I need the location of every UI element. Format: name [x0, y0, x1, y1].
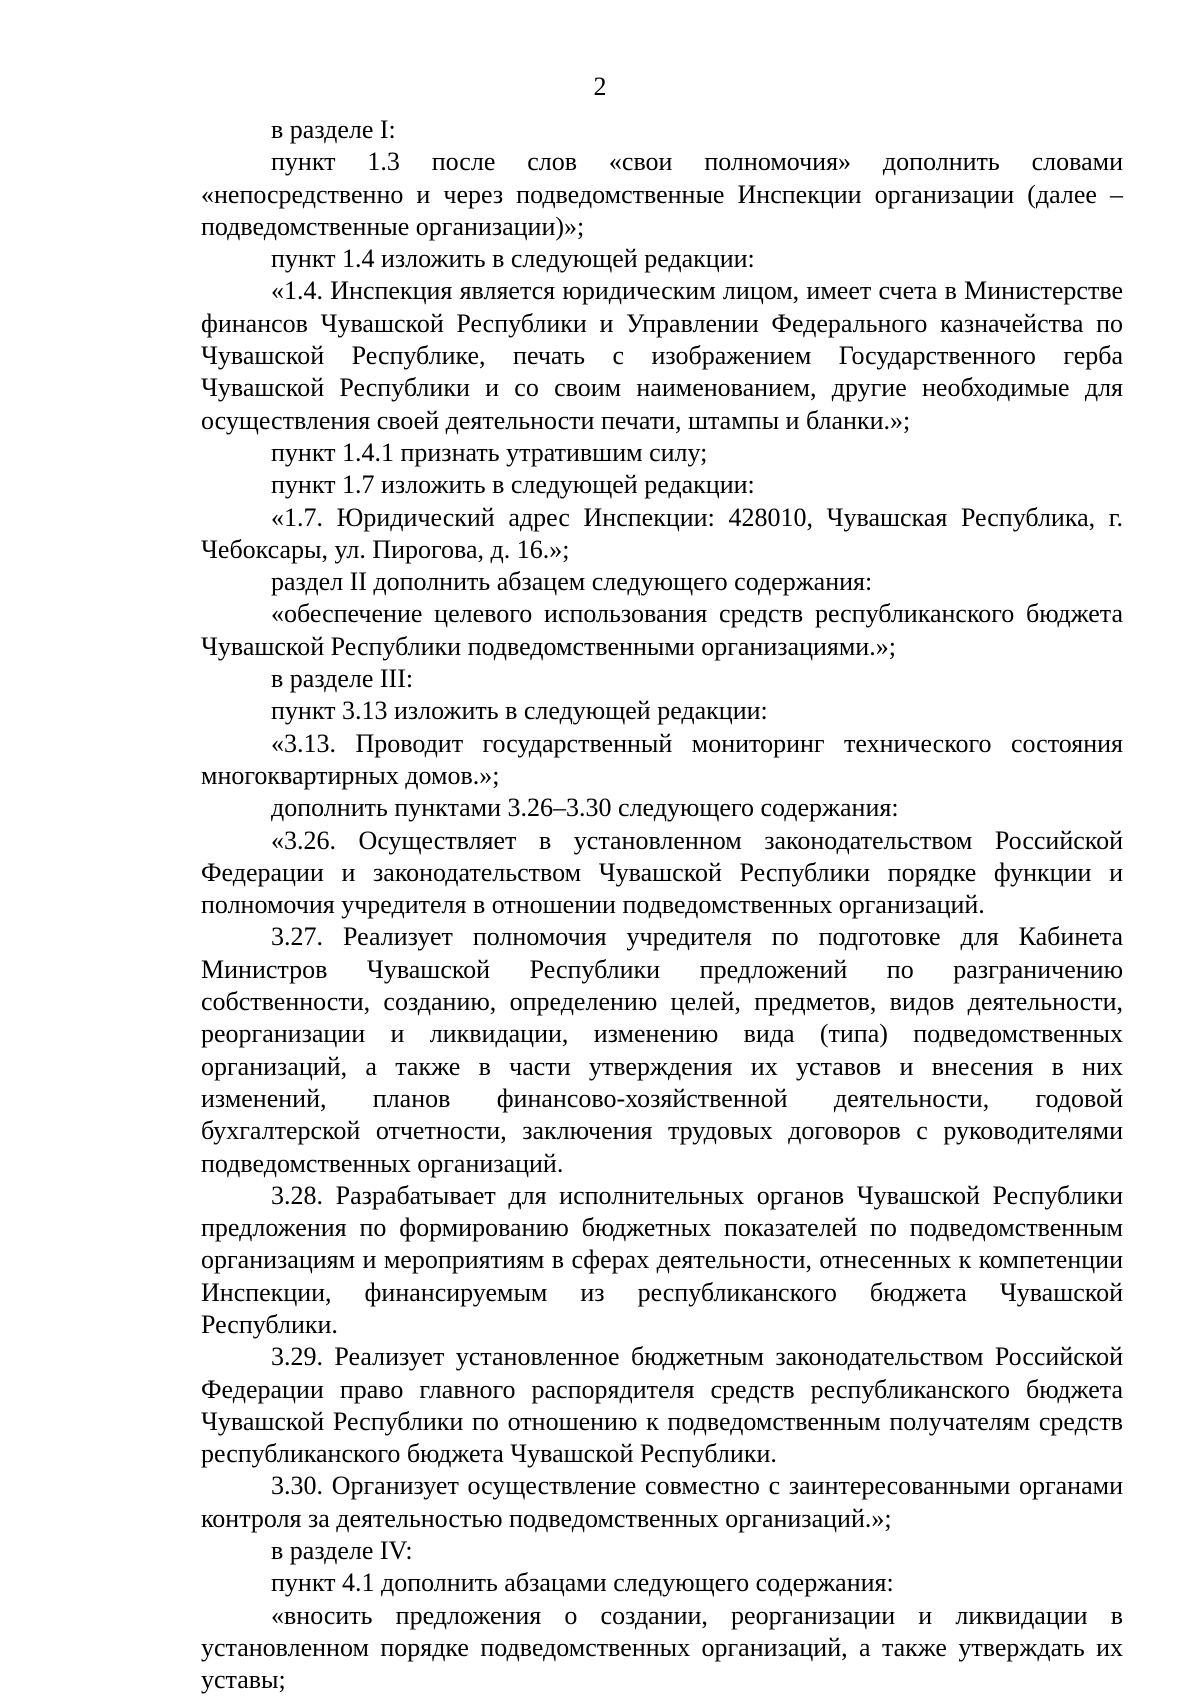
paragraph: 3.29. Реализует установленное бюджетным законодательством Российской Федерации право главного распорядителя средств республиканского бюджета Чувашской Республики по отношению к подведомственным получателям средств республиканского бюджета Чувашской Республики. — [201, 1342, 1123, 1469]
paragraph: пункт 1.7 изложить в следующей редакции: — [271, 470, 755, 500]
paragraph: 3.27. Реализует полномочия учредителя по подготовке для Кабинета Министров Чувашской Республики предложений по разграничению собственности, созданию, определению целей, предметов, видов деятельности, реорганизации и ликвидации, изменению вида (типа) подведомственных организаций, а также в части утверждения их уставов и внесения в них изменений, планов финансово-хозяйственной деятельности, годовой бухгалтерской отчетности, заключения трудовых договоров с руководителями подведомственных организаций. — [201, 922, 1123, 1178]
page-number: 2 — [593, 72, 607, 101]
paragraph: в разделе IV: — [271, 1536, 413, 1566]
paragraph: раздел II дополнить абзацем следующего содержания: — [271, 567, 873, 597]
paragraph: «1.7. Юридический адрес Инспекции: 428010, Чувашская Республика, г. Чебоксары, ул. Пирогова, д. 16.»; — [201, 502, 1123, 564]
paragraph: «3.13. Проводит государственный мониторинг технического состояния многоквартирных домов.»; — [201, 728, 1123, 790]
paragraph: в разделе I: — [271, 115, 396, 144]
paragraph: «3.26. Осуществляет в установленном законодательством Российской Федерации и законодательством Чувашской Республики порядке функции и полномочия учредителя в отношении подведомственных организаций. — [201, 825, 1123, 920]
paragraph: «вносить предложения о создании, реорганизации и ликвидации в установленном порядке подведомственных организаций, а также утверждать их уставы; — [201, 1600, 1123, 1695]
paragraph: «обеспечение целевого использования средств республиканского бюджета Чувашской Республики подведомственными организациями.»; — [201, 599, 1123, 661]
paragraph: пункт 1.3 после слов «свои полномочия» дополнить словами «непосредственно и через подведомственные Инспекции организации (далее – подведомственные организации)»; — [201, 147, 1123, 241]
paragraph: пункт 1.4 изложить в следующей редакции: — [271, 244, 755, 274]
paragraph: пункт 3.13 изложить в следующей редакции: — [271, 696, 768, 726]
paragraph: 3.28. Разрабатывает для исполнительных органов Чувашской Республики предложения по формированию бюджетных показателей по подведомственным организациям и мероприятиям в сферах деятельности, отнесенных к компетенции Инспекции, финансируемым из республиканского бюджета Чувашской Республики. — [201, 1180, 1123, 1339]
paragraph: пункт 4.1 дополнить абзацами следующего содержания: — [271, 1568, 894, 1598]
paragraph: в разделе III: — [271, 664, 414, 694]
paragraph: «1.4. Инспекция является юридическим лицом, имеет счета в Министерстве финансов Чувашской Республики и Управлении Федерального казначейства по Чувашской Республике, печать с изображением Государственного герба Чувашской Республики и со своим наименованием, другие необходимые для осуществления своей деятельности печати, штампы и бланки.»; — [201, 276, 1123, 435]
document-body — [201, 114, 1123, 1697]
paragraph: пункт 1.4.1 признать утратившим силу; — [271, 437, 708, 467]
paragraph: 3.30. Организует осуществление совместно с заинтересованными органами контроля за деятельностью подведомственных организаций.»; — [201, 1471, 1123, 1533]
paragraph: дополнить пунктами 3.26–3.30 следующего содержания: — [271, 793, 899, 823]
